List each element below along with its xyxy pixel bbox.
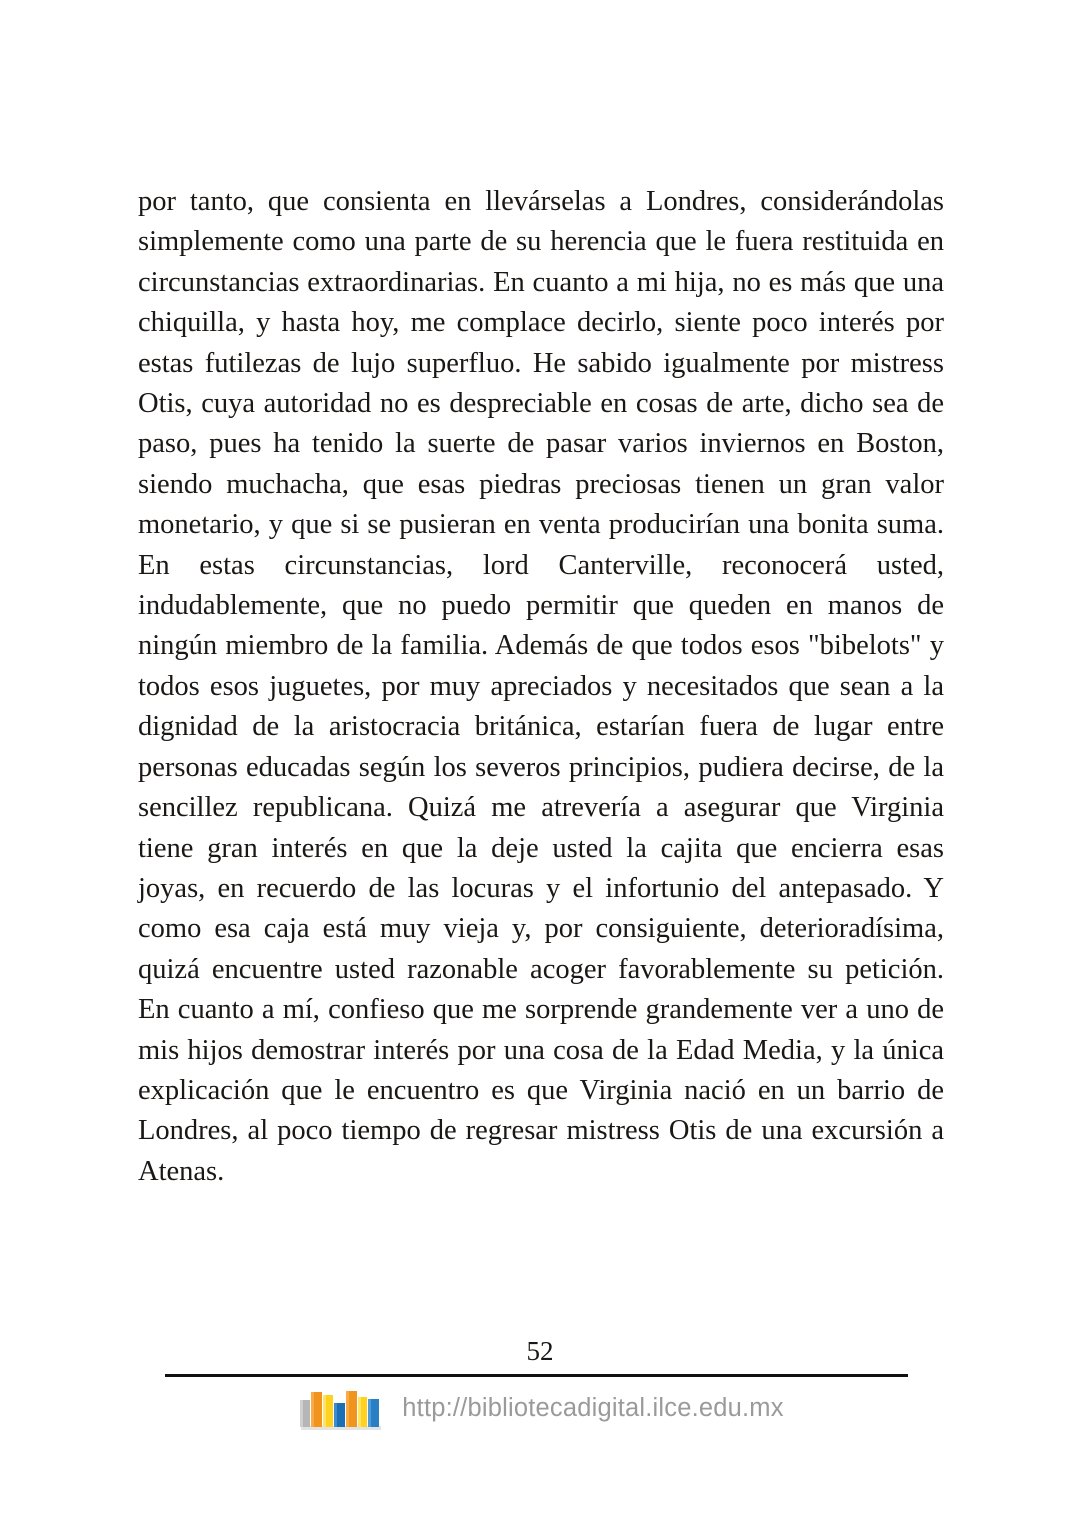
page-body-text <box>138 182 944 1233</box>
library-url: http://bibliotecadigital.ilce.edu.mx <box>402 1394 784 1423</box>
footer-credit <box>0 1386 1080 1432</box>
library-books-logo <box>296 1386 388 1432</box>
body-paragraph: por tanto, que consienta en llevárselas a Londres, considerándolas simplemente como una parte de su herencia que le fuera restituida en circunstancias extraordinarias. En cuanto a mi hija, no es más que una chiquilla, y hasta hoy, me complace decirlo, siente poco interés por estas futilezas de lujo superfluo. He sabido igualmente por mistress Otis, cuya autoridad no es despreciable en cosas de arte, dicho sea de paso, pues ha tenido la suerte de pasar varios inviernos en Boston, siendo muchacha, que esas piedras preciosas tienen un gran valor monetario, y que si se pusieran en venta producirían una bonita suma. En estas circunstancias, lord Canterville, reconocerá usted, indudablemente, que no puedo permitir que queden en manos de ningún miembro de la familia. Además de que todos esos "bibelots" y todos esos juguetes, por muy apreciados y necesitados que sean a la dignidad de la aristocracia británica, estarían fuera de lugar entre personas educadas según los severos principios, pudiera decirse, de la sencillez republicana. Quizá me atrevería a asegurar que Virginia tiene gran interés en que la deje usted la cajita que encierra esas joyas, en recuerdo de las locuras y el infortunio del antepasado. Y como esa caja está muy vieja y, por consiguiente, deterioradísima, quizá encuentre usted razonable acoger favorablemente su petición. En cuanto a mí, confieso que me sorprende grandemente ver a uno de mis hijos demostrar interés por una cosa de la Edad Media, y la única explicación que le encuentro es que Virginia nació en un barrio de Londres, al poco tiempo de regresar mistress Otis de una excursión a Atenas. <box>138 186 944 1187</box>
page-number: 52 <box>526 1336 554 1366</box>
footer-divider <box>165 1374 908 1377</box>
